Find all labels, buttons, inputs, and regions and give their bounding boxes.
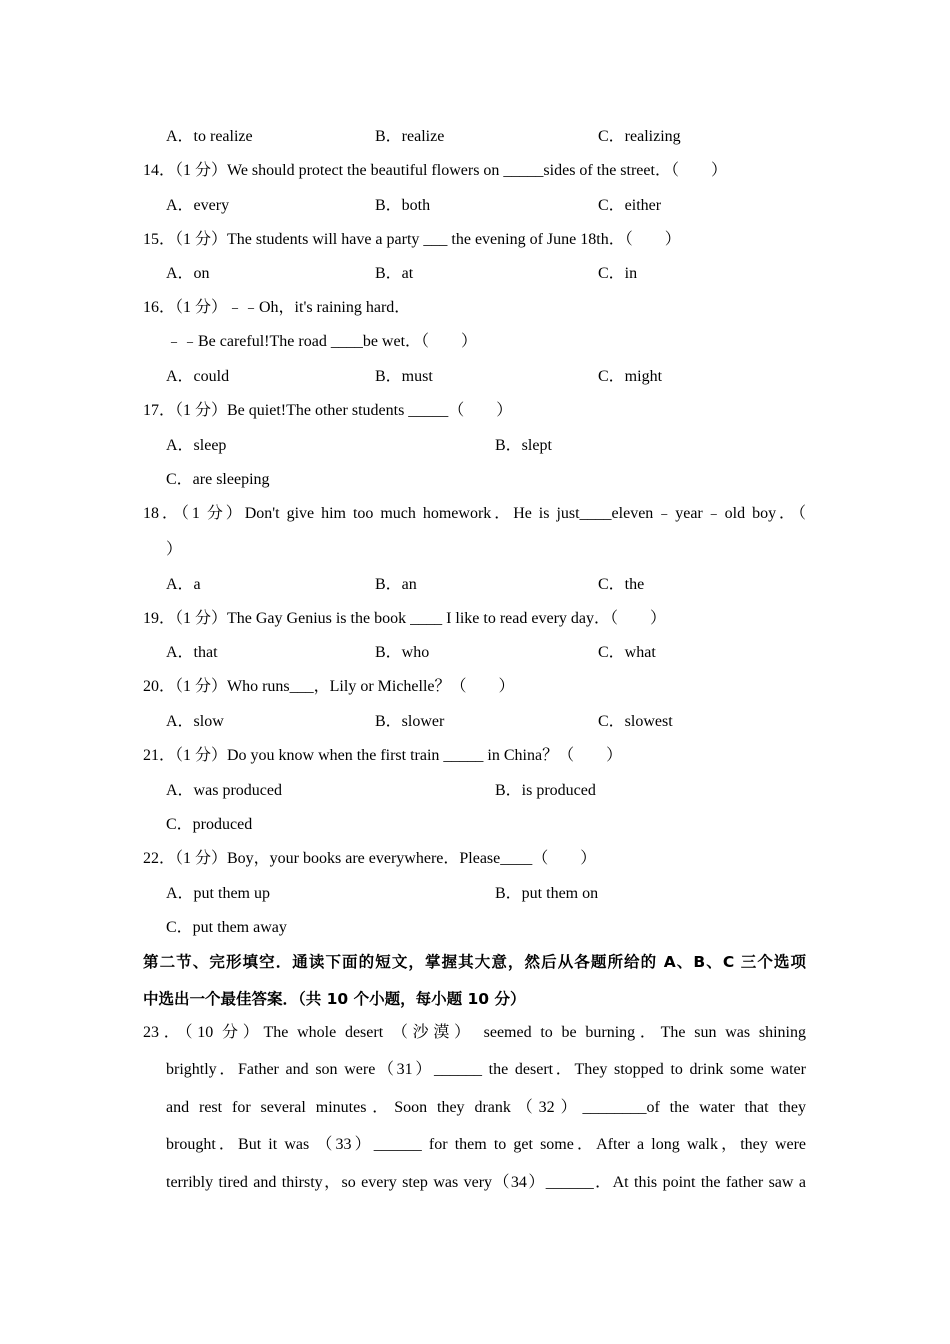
q17-option-c: C．are sleeping	[166, 471, 270, 488]
q16-stem: 16．（1 分）﹣﹣Oh，it's raining hard．	[143, 299, 411, 316]
q22-option-b: B．put them on	[495, 885, 599, 902]
q14-option-b: B．both	[375, 197, 431, 214]
q20-stem: 20．（1 分）Who runs___，Lily or Michelle？（ ）	[143, 678, 515, 695]
q21-option-b: B．is produced	[495, 782, 596, 799]
section2-heading-line2: 中选出一个最佳答案．（共 10 个小题，每小题 10 分）	[143, 990, 526, 1008]
q18-stem: 18．（1 分）Don't give him too much homework．He is just____eleven﹣year﹣old boy．（	[143, 505, 806, 522]
section2-heading-line1: 第二节、完形填空．通读下面的短文，掌握其大意，然后从各题所给的 A、B、C 三个选项	[143, 953, 806, 971]
q23-line4: brought．But it was （33）______ for them to get some．After a long walk，they were	[166, 1136, 806, 1153]
q18-option-b: B．an	[375, 576, 417, 593]
q16-stem-reply: ﹣﹣Be careful!The road ____be wet．（ ）	[166, 333, 478, 350]
q21-stem: 21．（1 分）Do you know when the first train _____ in China？（ ）	[143, 747, 623, 764]
q17-option-b: B．slept	[495, 437, 552, 454]
q15-option-c: C．in	[598, 265, 638, 282]
q13-option-b: B．realize	[375, 128, 445, 145]
q23-line3: and rest for several minutes．Soon they drank（32）________of the water that they	[166, 1099, 806, 1116]
q13-option-c: C．realizing	[598, 128, 681, 145]
q17-option-a: A．sleep	[166, 437, 227, 454]
q21-option-c: C．produced	[166, 816, 253, 833]
q14-stem: 14．（1 分）We should protect the beautiful flowers on _____sides of the street．（ ）	[143, 162, 727, 179]
q23-line1: 23．（10 分）The whole desert （沙漠） seemed to be burning．The sun was shining	[143, 1024, 806, 1041]
q18-option-c: C．the	[598, 576, 645, 593]
q18-option-a: A．a	[166, 576, 201, 593]
q15-option-a: A．on	[166, 265, 210, 282]
q15-option-b: B．at	[375, 265, 414, 282]
q23-line2: brightly．Father and son were（31）______ the desert．They stopped to drink some water	[166, 1061, 806, 1078]
q20-option-c: C．slowest	[598, 713, 673, 730]
q21-option-a: A．was produced	[166, 782, 282, 799]
q20-option-a: A．slow	[166, 713, 224, 730]
q22-stem: 22．（1 分）Boy，your books are everywhere．Please____（ ）	[143, 850, 597, 867]
q19-option-c: C．what	[598, 644, 656, 661]
q22-option-c: C．put them away	[166, 919, 287, 936]
q23-line5: terribly tired and thirsty，so every step was very（34）______．At this point the father saw a	[166, 1174, 806, 1191]
q14-option-c: C．either	[598, 197, 662, 214]
q19-option-a: A．that	[166, 644, 218, 661]
q20-option-b: B．slower	[375, 713, 445, 730]
q16-option-b: B．must	[375, 368, 433, 385]
q15-stem: 15．（1 分）The students will have a party ___ the evening of June 18th．（ ）	[143, 231, 681, 248]
q16-option-c: C．might	[598, 368, 663, 385]
q19-stem: 19．（1 分）The Gay Genius is the book ____ I like to read every day．（ ）	[143, 610, 667, 627]
q16-option-a: A．could	[166, 368, 230, 385]
q13-option-a: A．to realize	[166, 128, 253, 145]
q17-stem: 17．（1 分）Be quiet!The other students _____（ ）	[143, 402, 513, 419]
q14-option-a: A．every	[166, 197, 230, 214]
q22-option-a: A．put them up	[166, 885, 270, 902]
q19-option-b: B．who	[375, 644, 430, 661]
q18-stem-end: ）	[166, 541, 183, 558]
